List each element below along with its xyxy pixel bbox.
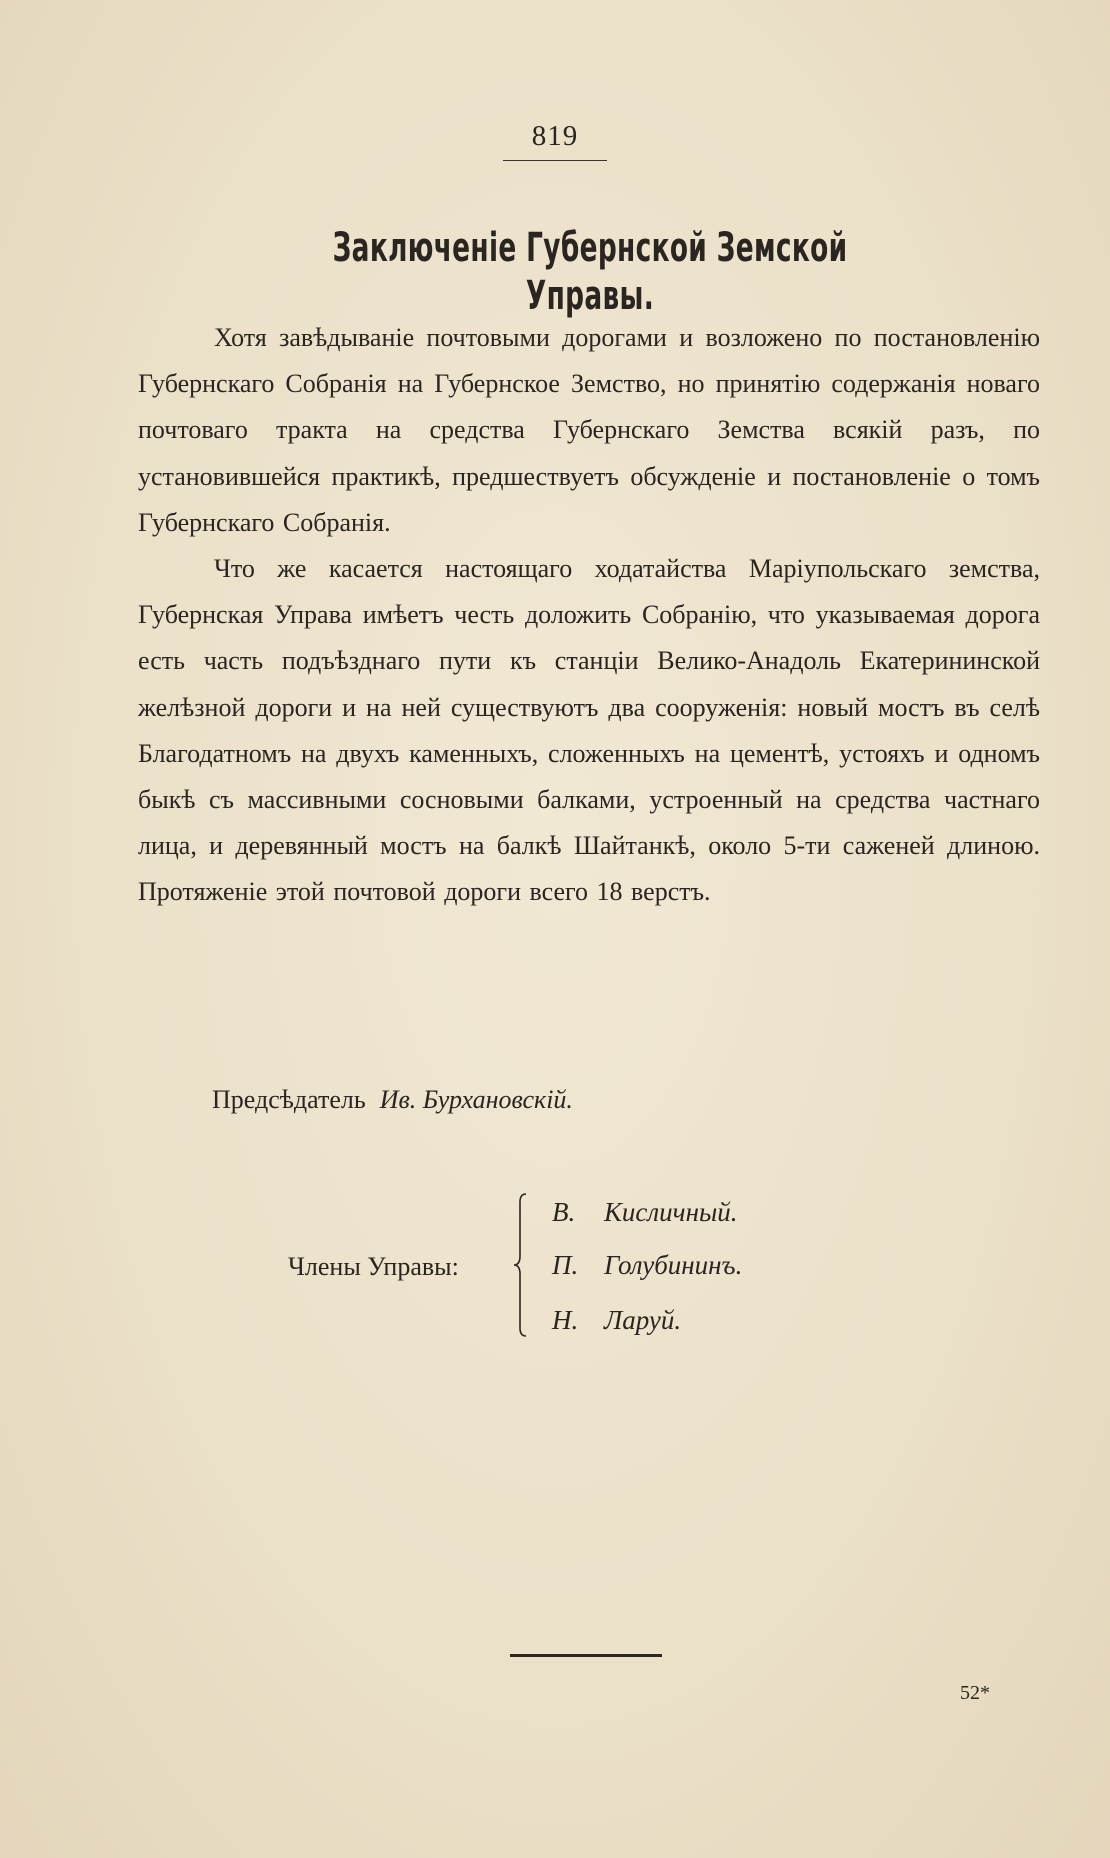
members-label: Члены Управы:	[288, 1252, 459, 1281]
member-entry	[552, 1245, 742, 1285]
members-brace	[512, 1192, 528, 1338]
member-initial: В.	[552, 1197, 576, 1227]
chairman-signature-line	[212, 1080, 573, 1120]
end-rule	[510, 1654, 662, 1657]
member-surname: Кисличный.	[604, 1197, 738, 1227]
section-heading: Заключеніе Губернской Земской Управы.	[332, 225, 848, 319]
chairman-name: Ив. Бурхановскій.	[379, 1085, 573, 1114]
paragraph: Хотя завѣдываніе почтовыми дорогами и возложено по постановленію Губернскаго Собранія на Губернское Земство, но принятію содержанія новаго почтоваго тракта на средства Губернскаго Земства всякій разъ, по установившейся практикѣ, предшествуетъ обсужденіе и постановленіе о томъ Губернскаго Собранія.	[138, 323, 1040, 537]
signature-mark: 52*	[960, 1682, 990, 1704]
paragraph: Что же касается настоящаго ходатайства Маріупольскаго земства, Губернская Управа имѣетъ честь доложить Собранію, что указываемая дорога есть часть подъѣзднаго пути къ станціи Велико-Анадоль Екатерининской желѣзной дороги и на ней существуютъ два сооруженія: новый мостъ въ селѣ Благодатномъ на двухъ каменныхъ, сложенныхъ на цементѣ, устояхъ и одномъ быкѣ съ массивными сосновыми балками, устроенный на средства частнаго лица, и деревянный мостъ на балкѣ Шайтанкѣ, около 5-ти саженей длиною. Протяженіе этой почтовой дороги всего 18 верстъ.	[138, 554, 1040, 907]
member-surname: Голубининъ.	[604, 1250, 743, 1280]
member-initial: П.	[552, 1250, 579, 1280]
member-entry	[552, 1192, 738, 1232]
page-number: 819	[531, 120, 579, 152]
chairman-title: Предсѣдатель	[212, 1085, 366, 1114]
page-number-rule	[503, 160, 607, 161]
member-entry	[552, 1300, 681, 1340]
body-text	[138, 315, 1040, 916]
member-surname: Ларуй.	[604, 1305, 682, 1335]
member-initial: Н.	[552, 1305, 579, 1335]
